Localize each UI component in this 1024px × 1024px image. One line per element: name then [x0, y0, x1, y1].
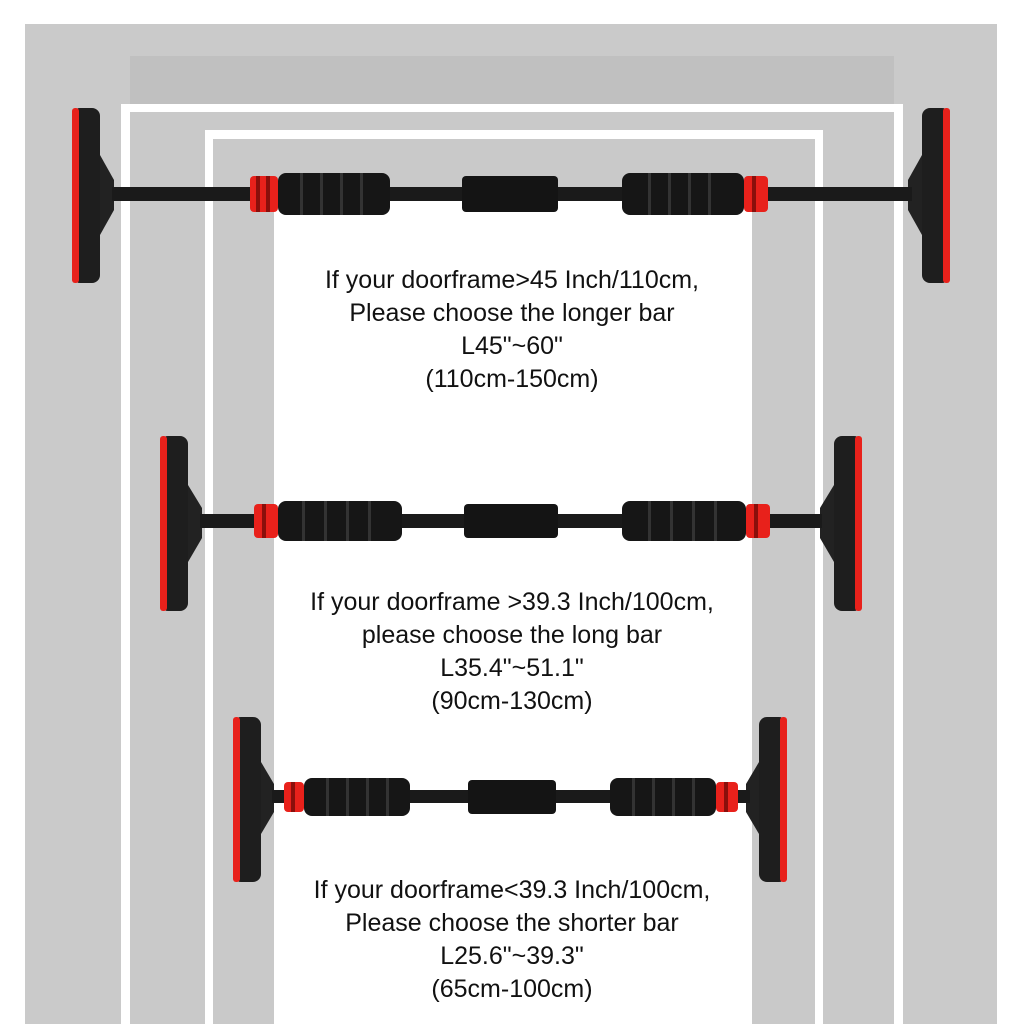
caption-recommendation: please choose the long bar	[361, 621, 663, 649]
right-mount-pad	[746, 717, 787, 882]
left-grip	[254, 501, 402, 541]
right-mount-pad	[820, 436, 862, 611]
left-mount-pad	[160, 436, 202, 611]
right-mount-pad	[908, 108, 950, 283]
caption-condition: If your doorframe<39.3 Inch/100cm,	[313, 876, 711, 904]
caption-length-cm: (90cm-130cm)	[431, 687, 593, 715]
caption-shorter-bar	[0, 874, 1024, 1006]
left-grip	[284, 778, 410, 816]
caption-recommendation: Please choose the longer bar	[349, 299, 675, 327]
left-grip	[250, 173, 390, 215]
right-grip	[610, 778, 738, 816]
right-grip	[622, 501, 770, 541]
center-grip-logo	[464, 504, 558, 538]
caption-length-cm: (110cm-150cm)	[425, 365, 599, 393]
caption-length-inches: L45"~60"	[461, 332, 563, 360]
caption-longer-bar	[0, 264, 1024, 396]
ceiling-band	[130, 56, 894, 104]
caption-recommendation: Please choose the shorter bar	[345, 909, 679, 937]
caption-length-cm: (65cm-100cm)	[431, 975, 593, 1003]
pull-up-bar-longer	[0, 100, 1024, 290]
center-grip-logo	[468, 780, 556, 814]
caption-long-bar	[0, 586, 1024, 718]
left-mount-pad	[72, 108, 114, 283]
center-grip-logo	[462, 176, 558, 212]
right-grip	[622, 173, 768, 215]
caption-condition: If your doorframe >39.3 Inch/100cm,	[310, 588, 714, 616]
left-mount-pad	[233, 717, 274, 882]
caption-length-inches: L25.6"~39.3"	[440, 942, 584, 970]
caption-length-inches: L35.4"~51.1"	[440, 654, 584, 682]
caption-condition: If your doorframe>45 Inch/110cm,	[324, 266, 700, 294]
